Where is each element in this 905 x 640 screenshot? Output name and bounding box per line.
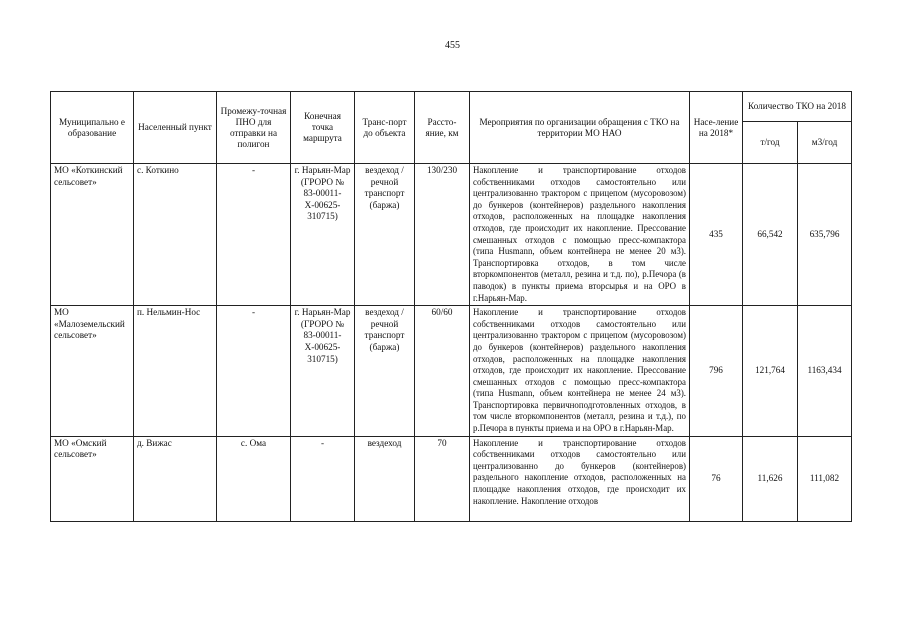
header-t-per-year: т/год bbox=[743, 122, 798, 164]
header-population: Насе-ление на 2018* bbox=[690, 92, 743, 164]
cell-transport: вездеход / речной транспорт (баржа) bbox=[355, 306, 415, 437]
cell-intermediate-point: - bbox=[217, 164, 291, 306]
header-distance: Рассто-яние, км bbox=[415, 92, 470, 164]
header-measures: Мероприятия по организации обращения с ТКО на территории МО НАО bbox=[470, 92, 690, 164]
header-tko-quantity: Количество ТКО на 2018 bbox=[743, 92, 852, 122]
cell-t-per-year: 66,542 bbox=[743, 164, 798, 306]
page-number: 455 bbox=[445, 40, 460, 51]
cell-distance: 130/230 bbox=[415, 164, 470, 306]
cell-final-point: г. Нарьян-Мар (ГРОРО № 83-00011-Х-00625-310715) bbox=[291, 306, 355, 437]
cell-settlement: д. Вижас bbox=[134, 436, 217, 521]
cell-measures-text: Накопление и транспортирование отходов собственниками отходов самостоятельно или централизованно до бункеров (контейнеров) раздельного накопление отходов, расположенных на площадке накопления отходов, где происходит их накопление. Накопление отходов bbox=[473, 437, 686, 506]
cell-intermediate-point: с. Ома bbox=[217, 436, 291, 521]
cell-final-point: - bbox=[291, 436, 355, 521]
header-mo: Муниципально е образование bbox=[51, 92, 134, 164]
cell-measures: Накопление и транспортирование отходов собственниками отходов самостоятельно или централизованно трактором с прицепом (мусоровозом) до бункеров (контейнеров) раздельного накопления отходов, расположенных на площадке накопления отходов, где происходит их накопление. Прессование смешанных отходов с помощью пресс-компактора (типа Husmann, объем контейнера не менее 24 м3). Транспортировка первичноподготовленных отходов, в том числе вторкомпонентов (металл, резина и т.д.), по р.Печора в пункты приема и на ОРО в г.Нарьян-Мар. bbox=[470, 306, 690, 437]
cell-t-per-year: 121,764 bbox=[743, 306, 798, 437]
cell-m3-per-year: 111,082 bbox=[798, 436, 852, 521]
cell-intermediate-point: - bbox=[217, 306, 291, 437]
cell-mo: МО «Омский сельсовет» bbox=[51, 436, 134, 521]
cell-m3-per-year: 1163,434 bbox=[798, 306, 852, 437]
table-row bbox=[51, 306, 852, 437]
cell-population: 796 bbox=[690, 306, 743, 437]
cell-settlement: п. Нельмин-Нос bbox=[134, 306, 217, 437]
cell-settlement: с. Коткино bbox=[134, 164, 217, 306]
cell-mo: МО «Малоземельский сельсовет» bbox=[51, 306, 134, 437]
header-transport: Транс-порт до объекта bbox=[355, 92, 415, 164]
header-final-point: Конечная точка маршрута bbox=[291, 92, 355, 164]
cell-final-point: г. Нарьян-Мар (ГРОРО № 83-00011-Х-00625-310715) bbox=[291, 164, 355, 306]
cell-measures bbox=[470, 436, 690, 521]
cell-population: 435 bbox=[690, 164, 743, 306]
cell-transport: вездеход / речной транспорт (баржа) bbox=[355, 164, 415, 306]
table-row bbox=[51, 436, 852, 521]
header-settlement: Населенный пункт bbox=[134, 92, 217, 164]
cell-mo: МО «Коткинский сельсовет» bbox=[51, 164, 134, 306]
cell-distance: 70 bbox=[415, 436, 470, 521]
cell-transport: вездеход bbox=[355, 436, 415, 521]
header-intermediate-point: Промежу-точная ПНО для отправки на полигон bbox=[217, 92, 291, 164]
header-m3-per-year: м3/год bbox=[798, 122, 852, 164]
tko-table bbox=[50, 91, 852, 522]
table-row bbox=[51, 164, 852, 306]
cell-t-per-year: 11,626 bbox=[743, 436, 798, 521]
cell-measures: Накопление и транспортирование отходов собственниками отходов самостоятельно или централизованно трактором с прицепом (мусоровозом) до бункеров (контейнеров) раздельного накопления отходов, расположенных на площадке накопления отходов, где происходит их накопление. Прессование смешанных отходов с помощью пресс-компактора (типа Husmann, объем контейнера не менее 20 м3). Транспортировка отходов, в том числе вторкомпонентов (металл, резина и т.д. по), р.Печора (в паводок) в пункты приема вторсырья и на ОРО в г.Нарьян-Мар. bbox=[470, 164, 690, 306]
cell-m3-per-year: 635,796 bbox=[798, 164, 852, 306]
cell-distance: 60/60 bbox=[415, 306, 470, 437]
cell-population: 76 bbox=[690, 436, 743, 521]
